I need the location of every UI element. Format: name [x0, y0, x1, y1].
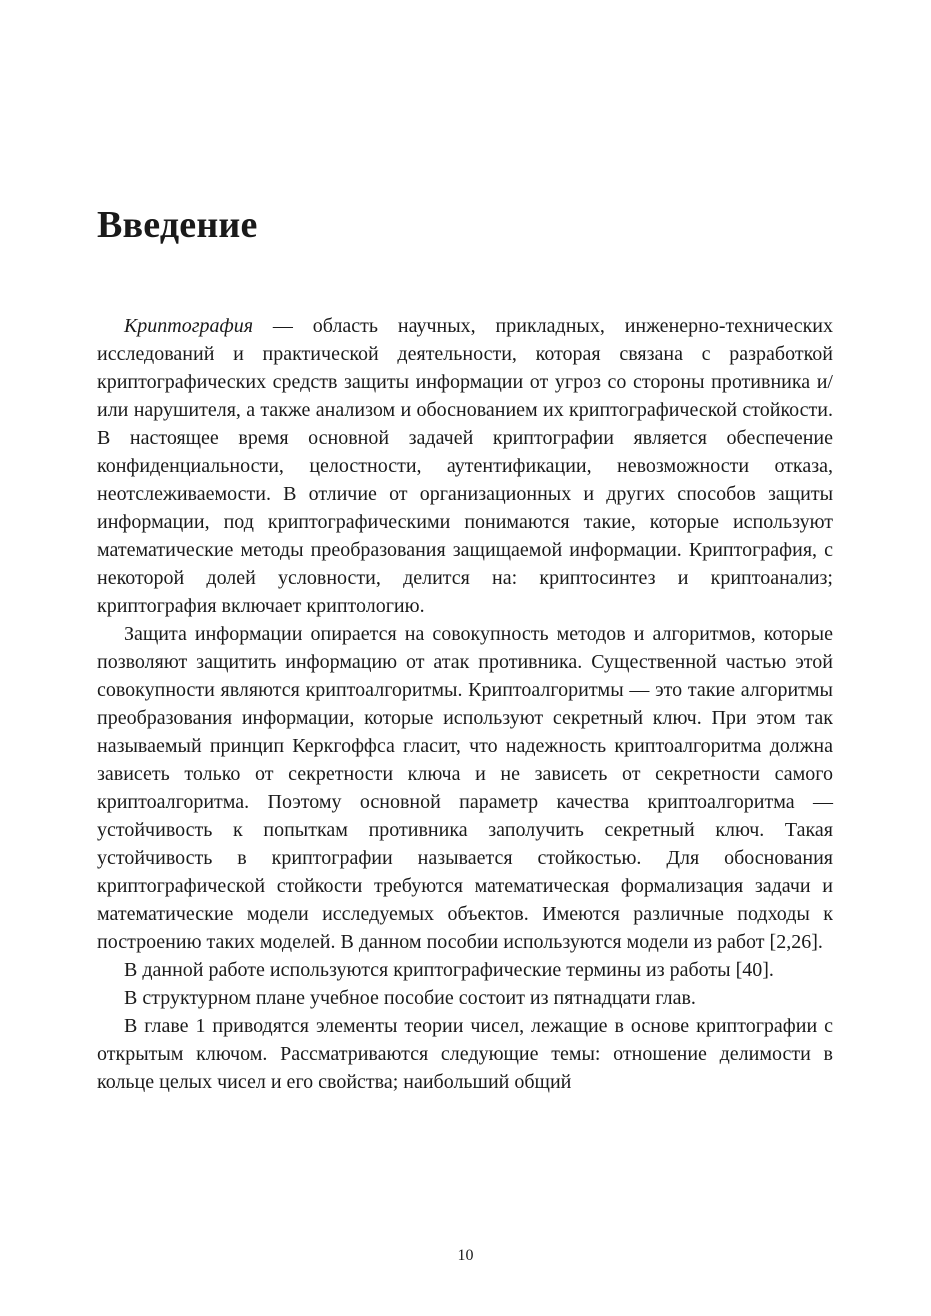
- term-cryptography: Криптография: [124, 315, 254, 337]
- paragraph-1: [97, 312, 833, 620]
- body-text: [97, 312, 833, 1096]
- chapter-title: Введение: [97, 204, 258, 246]
- paragraph-2: Защита информации опирается на совокупность методов и алгоритмов, которые позволяют защитить информацию от атак противника. Существенной частью этой совокупности являются криптоалгоритмы. Криптоалгоритмы — это такие алгоритмы преобразования информации, которые используют секретный ключ. При этом так называемый принцип Керкгоффса гласит, что надежность криптоалгоритма должна зависеть только от секретности ключа и не зависеть от секретности самого криптоалгоритма. Поэтому основной параметр качества криптоалгоритма — устойчивость к попыткам противника заполучить секретный ключ. Такая устойчивость в криптографии называется стойкостью. Для обоснования криптографической стойкости требуются математическая формализация задачи и математические модели исследуемых объектов. Имеются различные подходы к построению таких моделей. В данном пособии используются модели из работ [2,26].: [97, 623, 833, 953]
- paragraph-1-text: — область научных, прикладных, инженерно-технических исследований и практической деятельности, которая связана с разработкой криптографических средств защиты информации от угроз со стороны противника и/или нарушителя, а также анализом и обоснованием их криптографической стойкости. В настоящее время основной задачей криптографии является обеспечение конфиденциальности, целостности, аутентификации, невозможности отказа, неотслеживаемости. В отличие от организационных и других способов защиты информации, под криптографическими понимаются такие, которые используют математические методы преобразования защищаемой информации. Криптография, с некоторой долей условности, делится на: криптосинтез и криптоанализ; криптография включает криптологию.: [97, 315, 833, 617]
- paragraph-4: В структурном плане учебное пособие состоит из пятнадцати глав.: [124, 987, 696, 1009]
- paragraph-3: В данной работе используются криптографические термины из работы [40].: [124, 959, 774, 981]
- page-number: 10: [457, 1247, 474, 1264]
- paragraph-5: В главе 1 приводятся элементы теории чисел, лежащие в основе криптографии с открытым ключом. Рассматриваются следующие темы: отношение делимости в кольце целых чисел и его свойства; наибольший общий: [97, 1015, 833, 1093]
